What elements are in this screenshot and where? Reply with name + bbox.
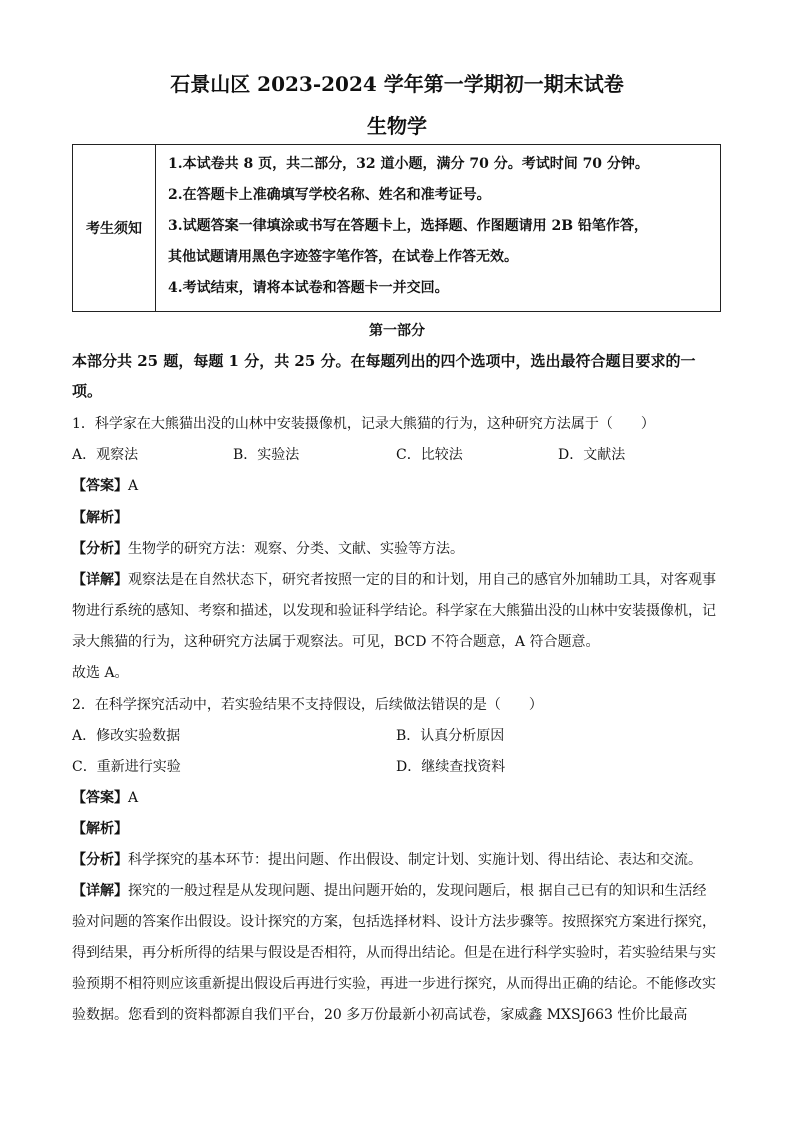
conclusion: 故选 A。: [72, 665, 129, 681]
answer-label: 【答案】: [72, 478, 128, 494]
option-a: A．观察法: [72, 447, 139, 463]
notice-items: [156, 145, 721, 312]
part-instructions-line: 本部分共 25 题，每题 1 分，共 25 分。在每题列出的四个选项中，选出最符合题目要求的一: [72, 352, 696, 370]
notice-label: 考生须知: [73, 145, 156, 312]
detail-line: 物进行系统的感知、考察和描述，以发现和验证科学结论。科学家在大熊猫出没的山林中安装摄像机，记: [72, 603, 716, 619]
exam-title: 石景山区 2023-2024 学年第一学期初一期末试卷: [170, 72, 624, 96]
detail-line: 验预期不相符则应该重新提出假设后再进行实验，再进一步进行探究，从而得出正确的结论。不能修改实: [72, 976, 716, 992]
fenxi-label: 【分析】: [72, 541, 128, 557]
answer-line: [72, 475, 138, 495]
option-c: C．比较法: [396, 447, 463, 463]
fenxi-text: 科学探究的基本环节：提出问题、作出假设、制定计划、实施计划、得出结论、表达和交流。: [128, 852, 702, 868]
analysis-label: 【解析】: [72, 510, 128, 526]
subject-title: 生物学: [367, 114, 427, 138]
notice-item: 2.在答题卡上准确填写学校名称、姓名和准考证号。: [168, 187, 491, 203]
detail-line: [72, 880, 706, 900]
detail-line: 得到结果，再分析所得的结果与假设是否相符，从而得出结论。但是在进行科学实验时，若实验结果与实: [72, 945, 716, 961]
option-b: B．认真分析原因: [396, 728, 505, 744]
detail-label: 【详解】: [72, 883, 128, 899]
detail-line: 验数据。您看到的资料都源自我们平台，20 多万份最新小初高试卷，家威鑫 MXSJ663 性价比最高: [72, 1007, 688, 1023]
fenxi-label: 【分析】: [72, 852, 128, 868]
part-heading: 第一部分: [369, 323, 425, 339]
question-stem: 2．在科学探究活动中，若实验结果不支持假设，后续做法错误的是（ ）: [72, 697, 543, 713]
answer-value: A: [128, 790, 139, 806]
notice-item: 1.本试卷共 8 页，共二部分，32 道小题，满分 70 分。考试时间 70 分钟。: [168, 156, 649, 172]
fenxi-line: [72, 538, 464, 558]
analysis-label: 【解析】: [72, 821, 128, 837]
detail-line: [72, 569, 716, 589]
fenxi-line: [72, 849, 702, 869]
detail-text: 观察法是在自然状态下，研究者按照一定的目的和计划，用自己的感官外加辅助工具，对客观事: [128, 572, 716, 588]
detail-line: 录大熊猫的行为，这种研究方法属于观察法。可见，BCD 不符合题意，A 符合题意。: [72, 634, 600, 650]
detail-label: 【详解】: [72, 572, 128, 588]
notice-item: 其他试题请用黑色字迹签字笔作答，在试卷上作答无效。: [168, 249, 518, 265]
part-instructions-line: 项。: [72, 382, 103, 400]
detail-text: 探究的一般过程是从发现问题、提出问题开始的，发现问题后，根 据自己已有的知识和生活经: [128, 883, 707, 899]
option-b: B．实验法: [233, 447, 300, 463]
answer-label: 【答案】: [72, 790, 128, 806]
option-d: D．继续查找资料: [396, 759, 506, 775]
detail-line: 验对问题的答案作出假设。设计探究的方案，包括选择材料、设计方法步骤等。按照探究方案进行探究，: [72, 914, 716, 930]
notice-item: 3.试题答案一律填涂或书写在答题卡上，选择题、作图题请用 2B 铅笔作答，: [168, 218, 648, 234]
option-a: A．修改实验数据: [72, 728, 181, 744]
answer-line: [72, 787, 138, 807]
notice-table: [72, 144, 721, 312]
option-d: D．文献法: [558, 447, 626, 463]
fenxi-text: 生物学的研究方法：观察、分类、文献、实验等方法。: [128, 541, 464, 557]
answer-value: A: [128, 478, 139, 494]
notice-item: 4.考试结束，请将本试卷和答题卡一并交回。: [168, 280, 449, 296]
question-stem: 1．科学家在大熊猫出没的山林中安装摄像机，记录大熊猫的行为，这种研究方法属于（ ）: [72, 416, 655, 432]
option-c: C．重新进行实验: [72, 759, 181, 775]
